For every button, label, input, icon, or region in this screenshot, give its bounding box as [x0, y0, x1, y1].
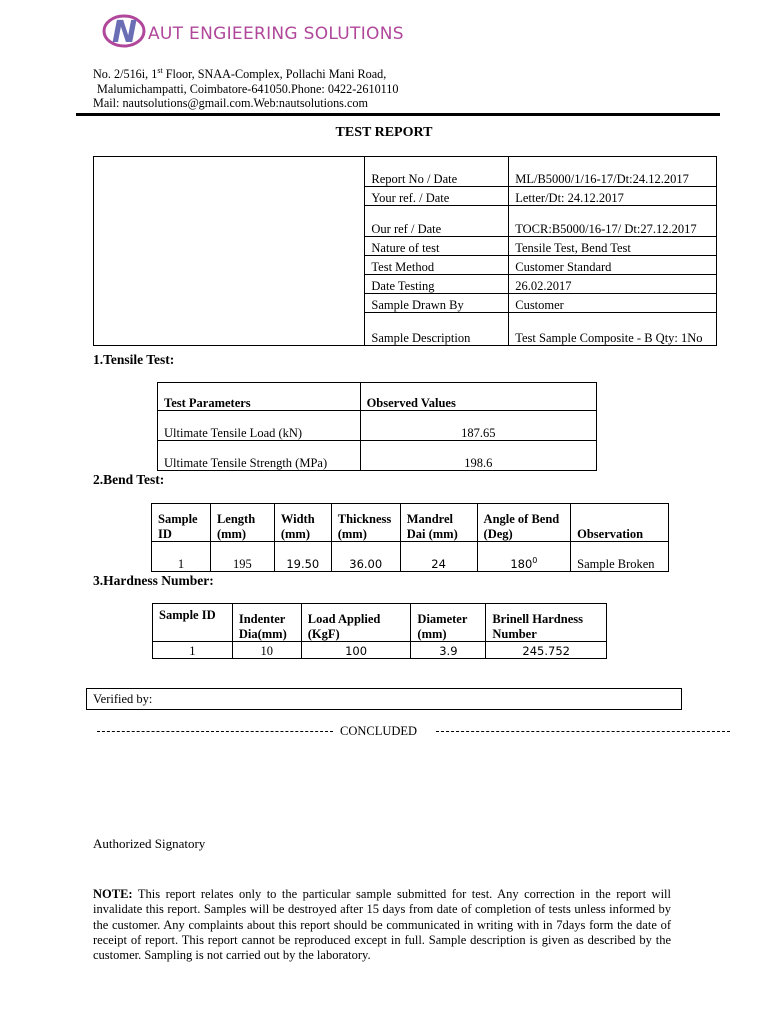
table-header-row — [153, 604, 607, 642]
angle-value: $180^0$ — [477, 542, 571, 572]
table-row — [94, 157, 717, 187]
info-value: Test Sample Composite - B Qty: 1No — [509, 313, 717, 346]
column-header: Brinell Hardness Number — [486, 604, 607, 642]
verified-by-box — [86, 688, 682, 710]
address-line-1: No. 2/516i, 1st Floor, SNAA-Complex, Pollachi Mani Road, — [93, 66, 387, 82]
column-header: Diameter (mm) — [411, 604, 486, 642]
column-header: Angle of Bend (Deg) — [477, 504, 571, 542]
company-name: AUT ENGIEERING SOLUTIONS — [148, 24, 404, 44]
tensile-value: 187.65 — [360, 411, 596, 441]
table-row — [158, 441, 597, 471]
info-value: ML/B5000/1/16-17/Dt:24.12.2017 — [509, 157, 717, 187]
column-header: Sample ID — [153, 604, 233, 642]
dashed-line-right — [436, 731, 730, 732]
dashed-line-left — [97, 731, 333, 732]
thickness-value: 36.00 — [331, 542, 400, 572]
column-header: Observed Values — [360, 383, 596, 411]
concluded-label: CONCLUDED — [340, 724, 418, 738]
column-header: Length (mm) — [210, 504, 274, 542]
table-row — [158, 411, 597, 441]
observation-value: Sample Broken — [571, 542, 669, 572]
note-paragraph — [93, 887, 671, 963]
hardness-heading: 3.Hardness Number: — [93, 573, 214, 588]
column-header: Load Applied (KgF) — [301, 604, 411, 642]
info-label: Date Testing — [365, 275, 509, 294]
blank-cell — [94, 157, 365, 346]
column-header: Mandrel Dai (mm) — [400, 504, 477, 542]
info-label: Sample Drawn By — [365, 294, 509, 313]
column-header: Observation — [571, 504, 669, 542]
info-value: 26.02.2017 — [509, 275, 717, 294]
info-label: Your ref. / Date — [365, 187, 509, 206]
info-value: Letter/Dt: 24.12.2017 — [509, 187, 717, 206]
verified-by-label: Verified by: — [93, 692, 153, 706]
info-value: Customer Standard — [509, 256, 717, 275]
note-label: NOTE: — [93, 887, 133, 901]
indenter-value: 10 — [232, 642, 301, 659]
info-label: Sample Description — [365, 313, 509, 346]
note-text: This report relates only to the particular sample submitted for test. Any correction in the report will invalidate this report. Samples will be destroyed after 15 days from date of completion of tests unless informed by the customer. Any complaints about this report should be communicated in writing with in 7days form the date of receipt of report. This report cannot be reproduced except in full. Sample description is given as described by the customer. Sampling is not carried out by the laboratory. — [93, 887, 671, 963]
mandrel-value: 24 — [400, 542, 477, 572]
hardness-table — [152, 603, 607, 659]
info-label: Report No / Date — [365, 157, 509, 187]
info-value: Customer — [509, 294, 717, 313]
info-value: Tensile Test, Bend Test — [509, 237, 717, 256]
info-label: Nature of test — [365, 237, 509, 256]
info-label: Test Method — [365, 256, 509, 275]
address-line-2: Malumichampatti, Coimbatore-641050.Phone: 0422-2610110 — [97, 81, 399, 96]
bend-heading: 2.Bend Test: — [93, 472, 165, 487]
tensile-param: Ultimate Tensile Strength (MPa) — [158, 441, 361, 471]
authorized-signatory: Authorized Signatory — [93, 836, 206, 851]
table-row — [152, 542, 669, 572]
tensile-value: 198.6 — [360, 441, 596, 471]
column-header: Thickness (mm) — [331, 504, 400, 542]
tensile-table — [157, 382, 597, 471]
table-header-row — [158, 383, 597, 411]
width-value: 19.50 — [274, 542, 331, 572]
column-header: Indenter Dia(mm) — [232, 604, 301, 642]
company-logo-icon — [102, 12, 150, 48]
tensile-heading: 1.Tensile Test: — [93, 352, 175, 367]
load-value: 100 — [301, 642, 411, 659]
report-info-table — [93, 156, 717, 346]
bhn-value: 245.752 — [486, 642, 607, 659]
logo-letter: N — [112, 15, 138, 48]
info-label: Our ref / Date — [365, 206, 509, 237]
company-address — [93, 64, 399, 111]
column-header: Sample ID — [152, 504, 211, 542]
bend-table — [151, 503, 669, 572]
info-value: TOCR:B5000/16-17/ Dt:27.12.2017 — [509, 206, 717, 237]
address-line-3: Mail: nautsolutions@gmail.com.Web:nautsolutions.com — [93, 96, 368, 111]
column-header: Test Parameters — [158, 383, 361, 411]
sample-id: 1 — [153, 642, 233, 659]
report-title: TEST REPORT — [335, 125, 433, 140]
diameter-value: 3.9 — [411, 642, 486, 659]
column-header: Width (mm) — [274, 504, 331, 542]
tensile-param: Ultimate Tensile Load (kN) — [158, 411, 361, 441]
length-value: 195 — [210, 542, 274, 572]
table-row — [153, 642, 607, 659]
sample-id: 1 — [152, 542, 211, 572]
header-divider — [76, 113, 720, 116]
table-header-row — [152, 504, 669, 542]
